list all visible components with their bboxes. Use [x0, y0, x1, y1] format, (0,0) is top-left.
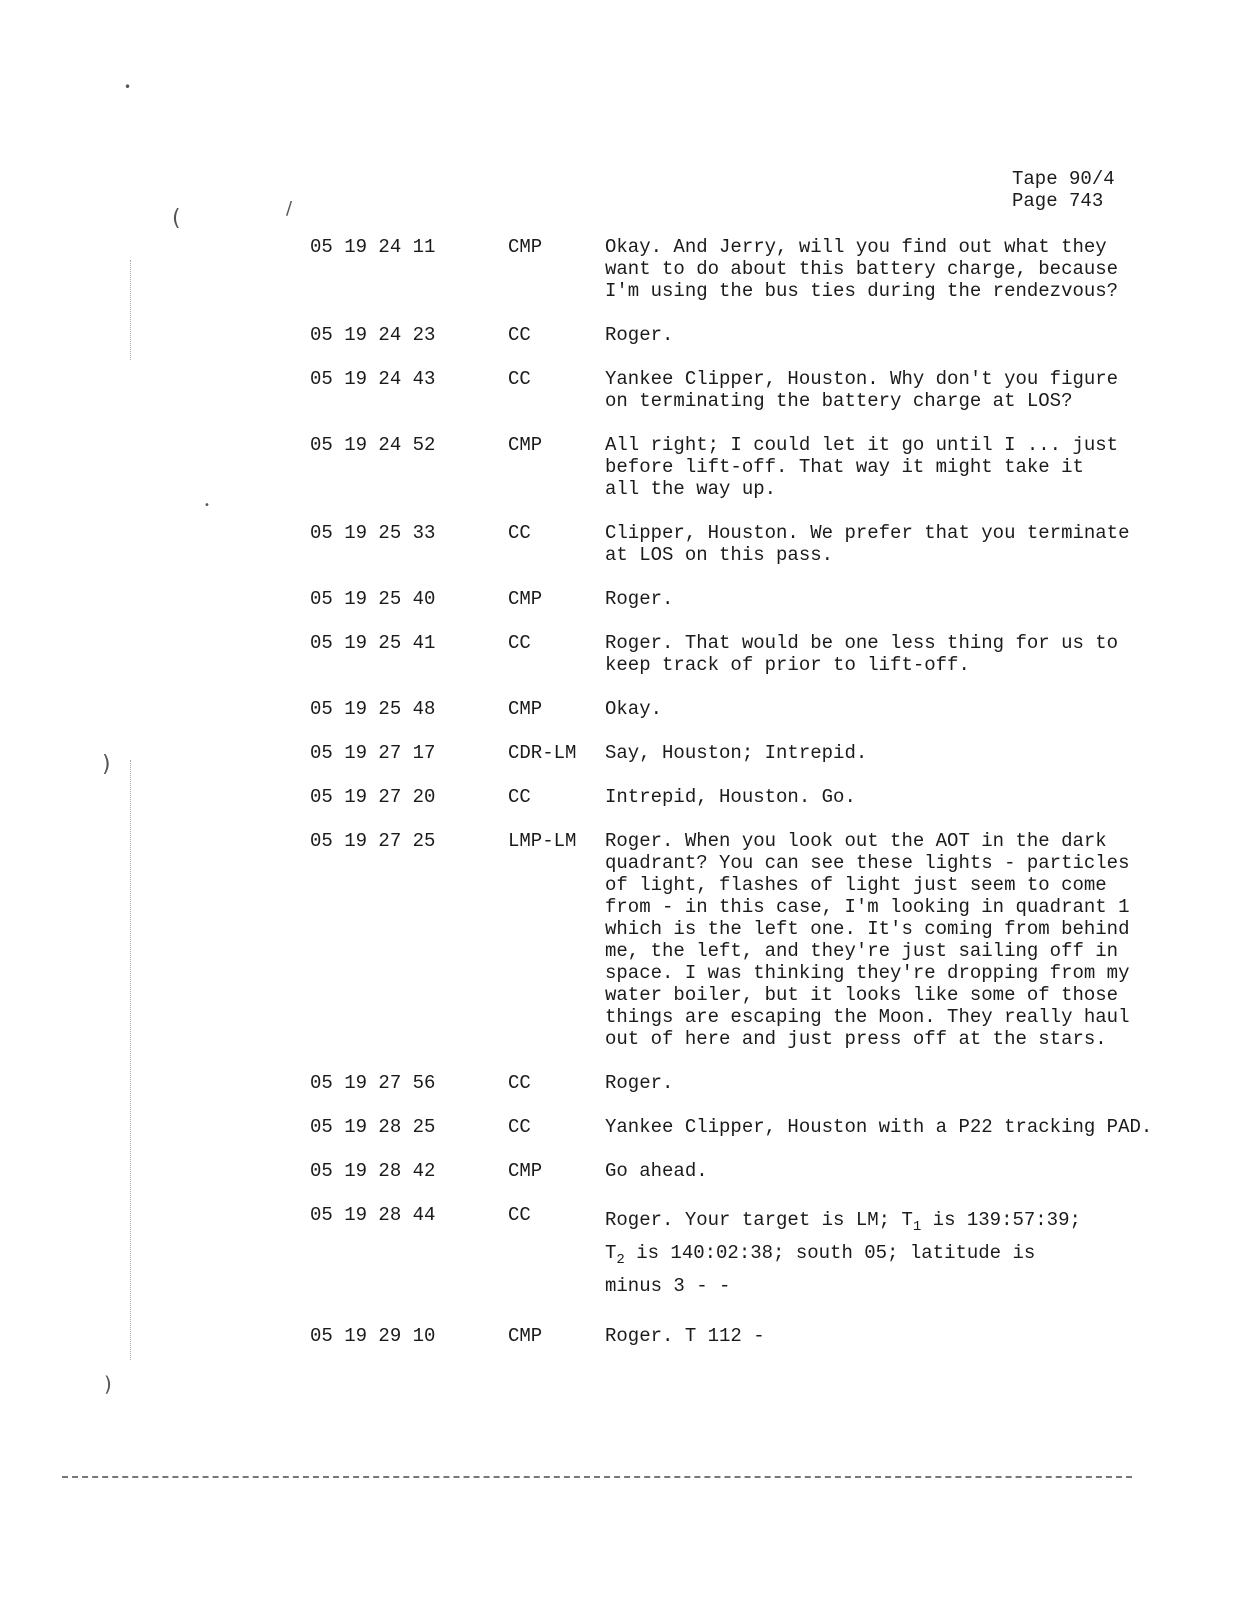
tape-label: Tape 90/4 [1012, 168, 1115, 190]
entry-line: Roger. That would be one less thing for us to [605, 632, 1119, 654]
entry-time: 05 19 24 11 [310, 236, 436, 258]
subscript: 1 [912, 1218, 922, 1235]
subscript: 2 [616, 1251, 625, 1268]
entry-line: keep track of prior to lift-off. [605, 654, 970, 676]
entry-line: Roger. T 112 - [605, 1325, 765, 1347]
entry-text [605, 236, 1150, 302]
entry-speaker: CC [508, 1204, 531, 1226]
entry-speaker: CDR-LM [508, 742, 577, 764]
entry-line: of light, flashes of light just seem to come [605, 874, 1107, 896]
transcript-entry [310, 786, 1170, 808]
pad-line-1-start: Roger. Your target is LM; T [605, 1209, 913, 1231]
transcript-entry [310, 522, 1170, 566]
entry-text [605, 786, 1150, 808]
entry-speaker: CMP [508, 236, 543, 258]
entry-text [605, 522, 1150, 566]
margin-paren-mark: ) [104, 1372, 112, 1396]
entry-line: Yankee Clipper, Houston with a P22 tracking PAD. [605, 1116, 1153, 1138]
entry-speaker: CMP [508, 434, 543, 456]
margin-dot: • [124, 80, 132, 94]
entry-line: water boiler, but it looks like some of those [605, 984, 1119, 1006]
entry-line: out of here and just press off at the stars. [605, 1028, 1107, 1050]
entry-text [605, 1325, 1150, 1347]
entry-line: me, the left, and they're just sailing off in [605, 940, 1119, 962]
entry-speaker: CC [508, 786, 531, 808]
entry-time: 05 19 24 23 [310, 324, 436, 346]
entry-time: 05 19 28 44 [310, 1204, 436, 1226]
entry-line [605, 1237, 1150, 1270]
pad-line-1-end: is 139:57:39; [921, 1209, 1081, 1231]
entry-speaker: CMP [508, 1325, 543, 1347]
transcript-entry [310, 1072, 1170, 1094]
transcript-entry [310, 368, 1170, 412]
entry-line: I'm using the bus ties during the rendezvous? [605, 280, 1119, 302]
transcript-entries [310, 236, 1170, 1369]
transcript-entry [310, 1116, 1170, 1138]
entry-line: Roger. When you look out the AOT in the dark [605, 830, 1107, 852]
page-number: Page 743 [1012, 190, 1104, 212]
transcript-entry [310, 632, 1170, 676]
entry-line: Intrepid, Houston. Go. [605, 786, 856, 808]
entry-speaker: CC [508, 1072, 531, 1094]
entry-line: Roger. [605, 1072, 674, 1094]
entry-line: Yankee Clipper, Houston. Why don't you figure [605, 368, 1119, 390]
entry-time: 05 19 27 56 [310, 1072, 436, 1094]
entry-time: 05 19 24 43 [310, 368, 436, 390]
entry-time: 05 19 25 41 [310, 632, 436, 654]
entry-text [605, 698, 1150, 720]
entry-time: 05 19 25 33 [310, 522, 436, 544]
entry-time: 05 19 27 25 [310, 830, 436, 852]
page-header [1012, 168, 1115, 212]
entry-line: Roger. [605, 588, 674, 610]
entry-text [605, 632, 1150, 676]
entry-line: Clipper, Houston. We prefer that you terminate [605, 522, 1130, 544]
entry-line: Okay. [605, 698, 663, 720]
entry-speaker: CC [508, 324, 531, 346]
entry-text [605, 368, 1150, 412]
entry-line: Okay. And Jerry, will you find out what they [605, 236, 1107, 258]
entry-text [605, 830, 1150, 1050]
entry-line [605, 1204, 1150, 1237]
entry-time: 05 19 24 52 [310, 434, 436, 456]
entry-line: before lift-off. That way it might take it [605, 456, 1084, 478]
entry-text [605, 1160, 1150, 1182]
entry-speaker: CC [508, 632, 531, 654]
transcript-entry [310, 324, 1170, 346]
entry-speaker: CC [508, 522, 531, 544]
pad-line-2-start: T [605, 1242, 617, 1264]
entry-speaker: CMP [508, 588, 543, 610]
entry-speaker: CC [508, 1116, 531, 1138]
entry-line: which is the left one. It's coming from behind [605, 918, 1130, 940]
margin-paren-mark: ( [172, 206, 181, 231]
entry-text [605, 1204, 1150, 1303]
entry-line: from - in this case, I'm looking in quadrant 1 [605, 896, 1130, 918]
entry-line: on terminating the battery charge at LOS? [605, 390, 1073, 412]
entry-text [605, 588, 1150, 610]
entry-time: 05 19 25 48 [310, 698, 436, 720]
entry-time: 05 19 25 40 [310, 588, 436, 610]
entry-time: 05 19 29 10 [310, 1325, 436, 1347]
transcript-entry [310, 742, 1170, 764]
transcript-entry [310, 830, 1170, 1050]
entry-text [605, 1116, 1153, 1138]
transcript-entry [310, 698, 1170, 720]
transcript-entry [310, 236, 1170, 302]
entry-line: Roger. [605, 324, 674, 346]
transcript-entry [310, 1160, 1170, 1182]
transcript-entry [310, 1325, 1170, 1347]
entry-time: 05 19 27 17 [310, 742, 436, 764]
entry-time: 05 19 28 42 [310, 1160, 436, 1182]
margin-paren-mark: ) [102, 752, 111, 777]
entry-line: All right; I could let it go until I ... just [605, 434, 1119, 456]
entry-speaker: CMP [508, 698, 543, 720]
entry-line: Go ahead. [605, 1160, 708, 1182]
entry-line: minus 3 - - [605, 1275, 731, 1297]
margin-dot: • [204, 500, 210, 511]
entry-speaker: CC [508, 368, 531, 390]
entry-speaker: LMP-LM [508, 830, 577, 852]
margin-dotted-line [130, 260, 134, 360]
transcript-entry [310, 588, 1170, 610]
entry-line: want to do about this battery charge, because [605, 258, 1119, 280]
entry-line: quadrant? You can see these lights - particles [605, 852, 1130, 874]
transcript-entry [310, 434, 1170, 500]
entry-line: things are escaping the Moon. They really haul [605, 1006, 1130, 1028]
entry-text [605, 742, 1150, 764]
entry-speaker: CMP [508, 1160, 543, 1182]
bottom-rule [62, 1476, 1132, 1478]
entry-line: at LOS on this pass. [605, 544, 834, 566]
entry-line: all the way up. [605, 478, 777, 500]
transcript-entry [310, 1204, 1170, 1303]
entry-time: 05 19 28 25 [310, 1116, 436, 1138]
entry-text [605, 434, 1150, 500]
entry-time: 05 19 27 20 [310, 786, 436, 808]
entry-text [605, 1072, 1150, 1094]
margin-tick-mark: / [286, 198, 293, 219]
entry-line: Say, Houston; Intrepid. [605, 742, 868, 764]
margin-dotted-line [130, 760, 134, 1360]
entry-text [605, 324, 1150, 346]
entry-line: space. I was thinking they're dropping from my [605, 962, 1130, 984]
pad-line-2-end: is 140:02:38; south 05; latitude is [624, 1242, 1036, 1264]
